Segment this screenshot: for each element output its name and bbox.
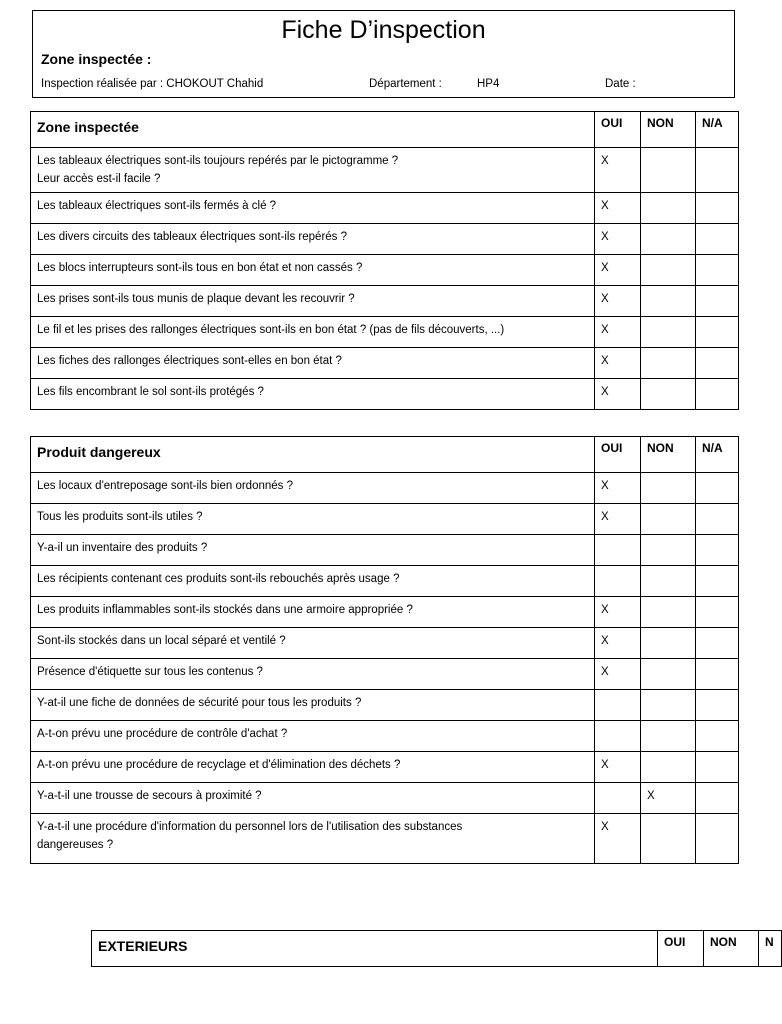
oui-cell xyxy=(595,783,641,814)
non-cell xyxy=(641,379,696,410)
table-row xyxy=(31,317,739,348)
na-cell xyxy=(696,255,739,286)
table-row xyxy=(31,628,739,659)
na-cell xyxy=(696,659,739,690)
question-text: Les tableaux électriques sont-ils toujours repérés par le pictogramme ? xyxy=(37,155,399,167)
na-cell xyxy=(696,597,739,628)
inspector-label: Inspection réalisée par : CHOKOUT Chahid xyxy=(41,78,264,90)
question-cell: A-t-on prévu une procédure de recyclage et d'élimination des déchets ? xyxy=(31,752,595,783)
oui-cell: X xyxy=(595,148,641,193)
oui-cell: X xyxy=(595,473,641,504)
na-cell xyxy=(696,535,739,566)
question-cell: Y-a-il un inventaire des produits ? xyxy=(31,535,595,566)
column-oui: OUI xyxy=(595,112,641,148)
column-na: N/A xyxy=(696,112,739,148)
table-row xyxy=(31,504,739,535)
column-non: NON xyxy=(704,931,759,967)
table-row xyxy=(31,255,739,286)
non-cell xyxy=(641,597,696,628)
question-cell: Présence d'étiquette sur tous les contenus ? xyxy=(31,659,595,690)
question-cell: Tous les produits sont-ils utiles ? xyxy=(31,504,595,535)
non-cell xyxy=(641,690,696,721)
table-row xyxy=(31,814,739,864)
oui-cell: X xyxy=(595,659,641,690)
question-cell: Les fils encombrant le sol sont-ils protégés ? xyxy=(31,379,595,410)
table-row xyxy=(31,348,739,379)
non-cell xyxy=(641,348,696,379)
non-cell xyxy=(641,628,696,659)
na-cell xyxy=(696,690,739,721)
non-cell xyxy=(641,317,696,348)
non-cell xyxy=(641,659,696,690)
oui-cell: X xyxy=(595,752,641,783)
non-cell: X xyxy=(641,783,696,814)
question-cell: Les produits inflammables sont-ils stockés dans une armoire appropriée ? xyxy=(31,597,595,628)
non-cell xyxy=(641,721,696,752)
table-row xyxy=(31,286,739,317)
question-cell xyxy=(31,814,595,864)
department-label: Département : xyxy=(369,78,442,90)
oui-cell: X xyxy=(595,504,641,535)
table-row xyxy=(31,752,739,783)
na-cell xyxy=(696,504,739,535)
question-cell: Les blocs interrupteurs sont-ils tous en bon état et non cassés ? xyxy=(31,255,595,286)
na-cell xyxy=(696,566,739,597)
question-cell: Les locaux d'entreposage sont-ils bien ordonnés ? xyxy=(31,473,595,504)
table-header-row xyxy=(31,437,739,473)
question-cell: Y-a-t-il une trousse de secours à proximité ? xyxy=(31,783,595,814)
section-title: EXTERIEURS xyxy=(92,931,658,967)
question-cell: Les tableaux électriques sont-ils fermés à clé ? xyxy=(31,193,595,224)
na-cell xyxy=(696,473,739,504)
document-title: Fiche D’inspection xyxy=(281,16,486,44)
oui-cell: X xyxy=(595,628,641,659)
na-cell xyxy=(696,224,739,255)
column-oui: OUI xyxy=(658,931,704,967)
question-text-cont: Leur accès est-il facile ? xyxy=(37,173,161,185)
table-header-row xyxy=(31,112,739,148)
oui-cell: X xyxy=(595,224,641,255)
oui-cell: X xyxy=(595,597,641,628)
oui-cell: X xyxy=(595,379,641,410)
oui-cell: X xyxy=(595,286,641,317)
oui-cell xyxy=(595,721,641,752)
table-row xyxy=(31,379,739,410)
table-row xyxy=(31,148,739,193)
non-cell xyxy=(641,566,696,597)
zone-inspection-table xyxy=(30,111,739,410)
non-cell xyxy=(641,504,696,535)
table-row xyxy=(31,690,739,721)
question-text-cont: dangereuses ? xyxy=(37,839,114,851)
question-cell: A-t-on prévu une procédure de contrôle d'achat ? xyxy=(31,721,595,752)
non-cell xyxy=(641,814,696,864)
question-cell: Les fiches des rallonges électriques sont-elles en bon état ? xyxy=(31,348,595,379)
non-cell xyxy=(641,752,696,783)
inspection-header xyxy=(32,10,735,98)
table-row xyxy=(31,535,739,566)
na-cell xyxy=(696,348,739,379)
oui-cell: X xyxy=(595,193,641,224)
table-row xyxy=(31,193,739,224)
question-text: Y-a-t-il une procédure d'information du personnel lors de l'utilisation des substances xyxy=(37,821,463,833)
table-row xyxy=(31,566,739,597)
table-row xyxy=(31,473,739,504)
non-cell xyxy=(641,193,696,224)
column-oui: OUI xyxy=(595,437,641,473)
non-cell xyxy=(641,535,696,566)
table-header-row xyxy=(92,931,782,967)
table-row xyxy=(31,597,739,628)
non-cell xyxy=(641,286,696,317)
section-title: Produit dangereux xyxy=(31,437,595,473)
oui-cell: X xyxy=(595,348,641,379)
question-cell: Sont-ils stockés dans un local séparé et ventilé ? xyxy=(31,628,595,659)
na-cell xyxy=(696,721,739,752)
column-na: N xyxy=(759,931,782,967)
question-cell: Les prises sont-ils tous munis de plaque devant les recouvrir ? xyxy=(31,286,595,317)
question-cell: Le fil et les prises des rallonges électriques sont-ils en bon état ? (pas de fils découverts, ...) xyxy=(31,317,595,348)
oui-cell xyxy=(595,535,641,566)
non-cell xyxy=(641,224,696,255)
na-cell xyxy=(696,783,739,814)
na-cell xyxy=(696,317,739,348)
date-label: Date : xyxy=(605,78,636,90)
oui-cell xyxy=(595,690,641,721)
table-row xyxy=(31,721,739,752)
department-value: HP4 xyxy=(477,78,500,90)
na-cell xyxy=(696,379,739,410)
question-cell: Les récipients contenant ces produits sont-ils rebouchés après usage ? xyxy=(31,566,595,597)
oui-cell: X xyxy=(595,317,641,348)
column-na: N/A xyxy=(696,437,739,473)
non-cell xyxy=(641,255,696,286)
question-cell xyxy=(31,148,595,193)
table-row xyxy=(31,224,739,255)
non-cell xyxy=(641,148,696,193)
na-cell xyxy=(696,814,739,864)
column-non: NON xyxy=(641,437,696,473)
non-cell xyxy=(641,473,696,504)
na-cell xyxy=(696,286,739,317)
oui-cell xyxy=(595,566,641,597)
na-cell xyxy=(696,148,739,193)
na-cell xyxy=(696,193,739,224)
oui-cell: X xyxy=(595,814,641,864)
na-cell xyxy=(696,628,739,659)
zone-inspected-label: Zone inspectée : xyxy=(41,51,152,67)
table-row xyxy=(31,659,739,690)
section-title: Zone inspectée xyxy=(31,112,595,148)
column-non: NON xyxy=(641,112,696,148)
oui-cell: X xyxy=(595,255,641,286)
question-cell: Y-at-il une fiche de données de sécurité pour tous les produits ? xyxy=(31,690,595,721)
exteriors-table xyxy=(91,930,782,967)
table-row xyxy=(31,783,739,814)
dangerous-products-table xyxy=(30,436,739,864)
na-cell xyxy=(696,752,739,783)
question-cell: Les divers circuits des tableaux électriques sont-ils repérés ? xyxy=(31,224,595,255)
